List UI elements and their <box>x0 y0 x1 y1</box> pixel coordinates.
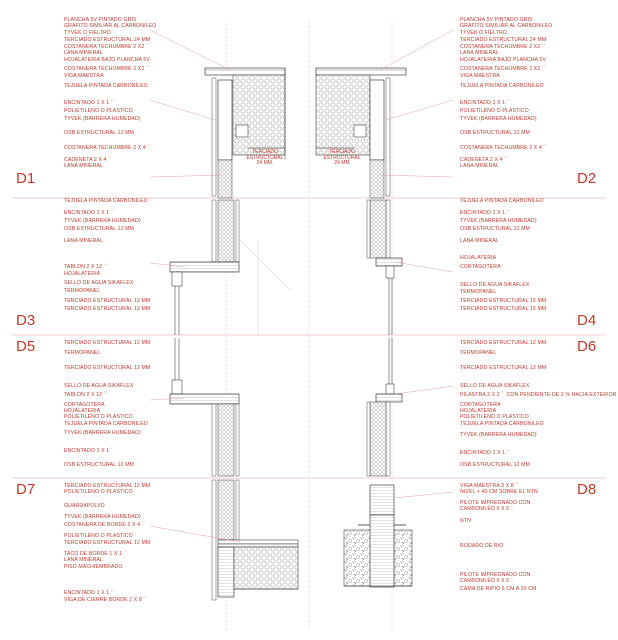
d8-label: VIGA MAESTRA 3 X 8 ´´ <box>460 483 519 489</box>
d4-drawing <box>367 200 402 335</box>
d1-label: TYVEK O FIELTRO <box>64 30 111 36</box>
d1-label: COSTANERA TECHUMBRE 2 X2 ´´ <box>64 66 150 72</box>
d7-label: TACO DE BORDE 1 X 1 ´´ <box>64 551 128 557</box>
d7-label: POLIETILENO O PLASTICO <box>64 489 133 495</box>
d5-label: TABLON 2 X 12 ´´ <box>64 392 108 398</box>
d2-label: LANA MINERAL <box>460 163 499 169</box>
d3-label: HOJALATERIA <box>64 271 101 277</box>
d2-label: GRAFITO SIMILIAR AL CARBONILEO <box>460 23 553 29</box>
d4-label: TERCIADO ESTRUCTURAL 12 MM <box>460 306 547 312</box>
d2-label: COSTANERA TECHUMBRE 2 X2 ´´ <box>460 66 546 72</box>
d1-label: PLANCHA 5V PINTADO GRIS <box>64 17 137 23</box>
d2-drawing <box>316 68 406 198</box>
d6-label: TERMOPANEL <box>460 350 497 356</box>
d4-label: SELLO DE AGUA SIKAFLEX <box>460 282 530 288</box>
d1-label: CADENETA 2 X 4 ´´ <box>64 157 112 163</box>
d1-label: TEJUELA PINTADA CARBONILEO <box>64 83 148 89</box>
d1-drawing <box>205 68 285 198</box>
d6-label: CORTAGOTERA <box>460 402 501 408</box>
d6-label: TEJUELA PINTADA CARBONILEO <box>460 421 544 427</box>
code-d7: D7 <box>16 481 36 498</box>
d7-label: TYVEK (BARRERA HUMEDAD) <box>64 514 141 520</box>
terciado-caption-left <box>245 150 285 167</box>
d6-label: TYVEK (BARRERA HUMEDAD) <box>460 432 537 438</box>
d2-label: POLIETILENO O PLASTICO <box>460 108 529 114</box>
d1-label: LANA MINERAL <box>64 163 103 169</box>
d2-label: PLANCHA 5V PINTADO GRIS <box>460 17 533 23</box>
d5-label: TERMOPANEL <box>64 350 101 356</box>
d2-label: TEJUELA PINTADA CARBONILEO <box>460 83 544 89</box>
d3-drawing <box>170 200 290 335</box>
d8-label: PILOTE IMPREGNADO CON <box>460 500 531 506</box>
d4-label: TYVEK (BARRERA HUMEDAD) <box>460 218 537 224</box>
d3-label: TERCIADO ESTRUCTURAL 12 MM <box>64 298 151 304</box>
d6-label: HOJALATERIA <box>460 408 497 414</box>
d4-label: OSB ESTRUCTURAL 12 MM <box>460 226 530 232</box>
d2-label: COSTANERA TECHUMBRE 2 X2 ´´ <box>460 44 546 50</box>
d5-label: ENCINTADO 1 X 1 ´´ <box>64 448 115 454</box>
d2-label: LANA MINERAL <box>460 50 499 56</box>
code-d5: D5 <box>16 338 36 355</box>
code-d4: D4 <box>577 312 597 329</box>
d1-label: LANA MINERAL <box>64 50 103 56</box>
d5-label: TEJUELA PINTADA CARBONILEO <box>64 421 148 427</box>
d3-label: ENCINTADO 1 X 1 ´´ <box>64 210 115 216</box>
d6-label: TERCIADO ESTRUCTURAL 12 MM <box>460 365 547 371</box>
d8-label: CARBONILEO 6 X 6 ´´ <box>460 506 515 512</box>
d7-label: PISO MACHIEMBRADO <box>64 564 123 570</box>
code-d6: D6 <box>577 338 597 355</box>
d3-label: SELLO DE AGUA SIKAFLEX <box>64 280 134 286</box>
d7-label: POLIETILENO O PLASTICO <box>64 533 133 539</box>
d2-label: TYVEK O FIELTRO <box>460 30 507 36</box>
d4-label: TEJUELA PINTADA CARBONILEO <box>460 198 544 204</box>
d4-label: HOJALATERIA <box>460 255 497 261</box>
d6-label: TERCIADO ESTRUCTURAL 12 MM <box>460 340 547 346</box>
d2-label: HOJALATERIA BAJO PLANCHA 5V <box>460 57 546 63</box>
d7-label: LANA MINERAL <box>64 557 103 563</box>
d4-label: LANA MINERAL <box>460 238 499 244</box>
d2-label: CADENETA 2 X 4 ´´ <box>460 157 508 163</box>
terciado-caption-right <box>322 150 362 167</box>
code-d2: D2 <box>577 170 597 187</box>
caption-line: ESTRUCTURAL <box>323 154 361 161</box>
caption-line: 24 MM. <box>256 160 274 167</box>
d7-label: TERCIADO ESTRUCTURAL 12 MM <box>64 540 151 546</box>
d4-label: CORTAGOTERA <box>460 264 501 270</box>
d2-label: ENCINTADO 1 X 1 ´´ <box>460 100 511 106</box>
d8-label: CARBONILEO 6 X 6 ´´ <box>460 578 515 584</box>
d2-label: TERCIADO ESTRUCTURAL 24 MM <box>460 37 547 43</box>
d6-drawing <box>367 338 402 476</box>
d5-label: TYVEK (BARRERA HUMEDAD) <box>64 430 141 436</box>
d6-label: PILASTRA 2 X 2 ´´ CON PENDIENTE DE 2 % HACIA EXTERIOR <box>460 392 617 398</box>
caption-line: 24 MM <box>334 160 350 167</box>
d8-label: NIVEL + 40 CM SOBRE EL NTN <box>460 489 538 495</box>
d7-label: VIGA DE CIERRE BORDE 2 X 8 ´´ <box>64 597 148 603</box>
d7-label: ENCINTADO 1 X 1 ´´ <box>64 590 115 596</box>
d3-label: TYVEK (BARRERA HUMEDAD) <box>64 218 141 224</box>
d1-label: TERCIADO ESTRUCTURAL 24 MM <box>64 37 151 43</box>
d2-label: TYVEK (BARRERA HUMEDAD) <box>460 116 537 122</box>
d8-label: PILOTE IMPREGNADO CON <box>460 572 531 578</box>
d4-label: TERMOPANEL <box>460 289 497 295</box>
d1-label: TYVEK (BARRERA HUMEDAD) <box>64 116 141 122</box>
code-d8: D8 <box>577 481 597 498</box>
d5-label: HOJALATERIA <box>64 408 101 414</box>
caption-line: ESTRUCTURAL <box>246 154 284 161</box>
d2-label: VIGA MAESTRA <box>460 73 500 79</box>
d1-label: COSTANERA TECHUMBRE 2 X2 ´´ <box>64 44 150 50</box>
d8-label: RODADO DE RIO <box>460 543 504 549</box>
d7-drawing <box>212 480 298 600</box>
d5-label: OSB ESTRUCTURAL 12 MM <box>64 462 134 468</box>
d2-label: OSB ESTRUCTURAL 12 MM <box>460 130 530 136</box>
d5-label: POLIETILENO O PLASTICO <box>64 414 133 420</box>
d1-label: VIGA MAESTRA <box>64 73 104 79</box>
d3-label: OSB ESTRUCTURAL 12 MM <box>64 226 134 232</box>
d1-label: HOJALATERIA BAJO PLANCHA 5V <box>64 57 150 63</box>
d3-label: LANA MINERAL <box>64 238 103 244</box>
d5-label: TERCIADO ESTRUCTURAL 12 MM <box>64 365 151 371</box>
d4-label: TERCIADO ESTRUCTURAL 12 MM <box>460 298 547 304</box>
d2-label: COSTANERA TECHUMBRE 2 X 4 ´´ <box>460 145 548 151</box>
d6-label: OSB ESTRUCTURAL 12 MM <box>460 462 530 468</box>
code-d1: D1 <box>16 170 36 187</box>
d3-label: TERCIADO ESTRUCTURAL 12 MM <box>64 306 151 312</box>
d5-label: TERCIADO ESTRUCTURAL 12 MM <box>64 340 151 346</box>
caption-line: TERCIADO <box>252 149 278 155</box>
d8-drawing <box>344 485 412 587</box>
d5-drawing <box>170 338 239 476</box>
leader-lines <box>150 30 453 542</box>
d6-label: SELLO DE AGUA SIKAFLEX <box>460 383 530 389</box>
d6-label: ENCINTADO 1 X 1 ´´ <box>460 450 511 456</box>
d3-label: TERMOPANEL <box>64 288 101 294</box>
d6-label: POLIETILENO O PLASTICO <box>460 414 529 420</box>
d4-label: ENCINTADO 1 X 1 ´´ <box>460 210 511 216</box>
d8-label: CAMA DE RIPIO 5 CM A 10 CM <box>460 586 537 592</box>
d3-label: TEJUELA PINTADA CARBONILEO <box>64 198 148 204</box>
d1-label: ENCINTADO 1 X 1 ´´ <box>64 100 115 106</box>
code-d3: D3 <box>16 312 36 329</box>
d7-label: COSTANERA DE BORDE 2 X 4 ´´ <box>64 522 146 528</box>
d7-label: TERCIADO ESTRUCTURAL 12 MM <box>64 483 151 489</box>
d1-label: GRAFITO SIMILIAR AL CARBONILEO <box>64 23 157 29</box>
d1-label: OSB ESTRUCTURAL 12 MM <box>64 130 134 136</box>
d7-label: GUARDAPOLVO <box>64 503 105 509</box>
d5-label: SELLO DE AGUA SIKAFLEX <box>64 383 134 389</box>
d8-label: NTN <box>460 518 471 524</box>
d3-label: TABLON 2 X 12 ´´ <box>64 264 108 270</box>
d5-label: CORTAGOTERA <box>64 402 105 408</box>
d1-label: POLIETILENO O PLASTICO <box>64 108 133 114</box>
caption-line: TERCIADO <box>329 149 355 155</box>
d1-label: COSTANERA TECHUMBRE 2 X 4 ´´ <box>64 145 152 151</box>
